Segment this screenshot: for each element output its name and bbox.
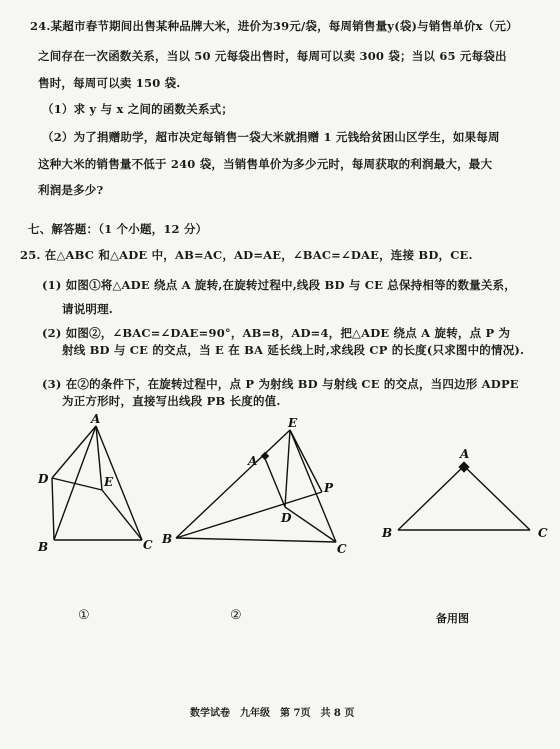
figure-1 — [30, 412, 180, 562]
q24-part-2-line-3: 利润是多少? — [38, 183, 104, 197]
q25-part-2-line-2: 射线 BD 与 CE 的交点，当 E 在 BA 延长线上时,求线段 CP 的长度(只求图中的情况). — [62, 343, 525, 357]
q24-part-2-line-1: （2）为了捐赠助学，超市决定每销售一袋大米就捐赠 1 元钱给贫困山区学生，如果每周 — [42, 130, 500, 144]
q25-stem: 25. 在△ABC 和△ADE 中，AB=AC，AD=AE，∠BAC=∠DAE，连接 BD，CE. — [20, 248, 473, 262]
figure-3 — [376, 448, 556, 558]
page-footer: 数学试卷 九年级 第 7页 共 8 页 — [190, 708, 355, 719]
q25-part-1-line-2: 请说明理. — [62, 302, 114, 316]
q24-line-2: 之间存在一次函数关系，当以 50 元每袋出售时，每周可以卖 300 袋；当以 65 元每袋出 — [38, 49, 507, 63]
fig3-label-B: B — [382, 526, 393, 540]
section-heading: 七、解答题：（1 个小题，12 分） — [28, 222, 208, 236]
fig3-label-A: A — [460, 447, 470, 461]
fig2-label-P: P — [324, 481, 334, 495]
q24-line-3: 售时，每周可以卖 150 袋. — [38, 76, 181, 90]
fig2-label-E: E — [288, 416, 298, 430]
q25-part-2-line-1: (2) 如图②，∠BAC=∠DAE=90°，AB=8，AD=4，把△ADE 绕点 A 旋转，点 P 为 — [42, 326, 511, 340]
fig2-label-C: C — [337, 542, 347, 556]
fig1-caption: ① — [78, 608, 90, 623]
fig2-caption: ② — [230, 608, 242, 623]
figure-2 — [160, 412, 360, 562]
q25-part-3-line-1: (3) 在②的条件下，在旋转过程中，点 P 为射线 BD 与射线 CE 的交点，当四边形 ADPE — [42, 377, 519, 391]
q24-part-2-line-2: 这种大米的销售量不低于 240 袋，当销售单价为多少元时，每周获取的利润最大，最大 — [38, 157, 493, 171]
q24-part-1: （1）求 y 与 x 之间的函数关系式； — [42, 102, 234, 116]
fig2-label-B: B — [162, 532, 173, 546]
q24-line-1: 24.某超市春节期间出售某种品牌大米，进价为39元/袋，每周销售量y(袋)与销售单价x（元） — [30, 19, 518, 33]
fig1-label-C: C — [143, 538, 153, 552]
fig1-label-E: E — [104, 475, 114, 489]
fig2-label-D: D — [281, 511, 292, 525]
fig1-label-B: B — [38, 540, 49, 554]
fig1-label-A: A — [91, 412, 101, 426]
fig2-label-A: A — [248, 454, 258, 468]
q25-part-3-line-2: 为正方形时，直接写出线段 PB 长度的值. — [62, 394, 281, 408]
fig3-caption: 备用图 — [436, 612, 469, 625]
q25-part-1-line-1: (1) 如图①将△ADE 绕点 A 旋转,在旋转过程中,线段 BD 与 CE 总保持相等的数量关系， — [42, 278, 516, 292]
fig3-label-C: C — [538, 526, 548, 540]
fig1-label-D: D — [38, 472, 49, 486]
